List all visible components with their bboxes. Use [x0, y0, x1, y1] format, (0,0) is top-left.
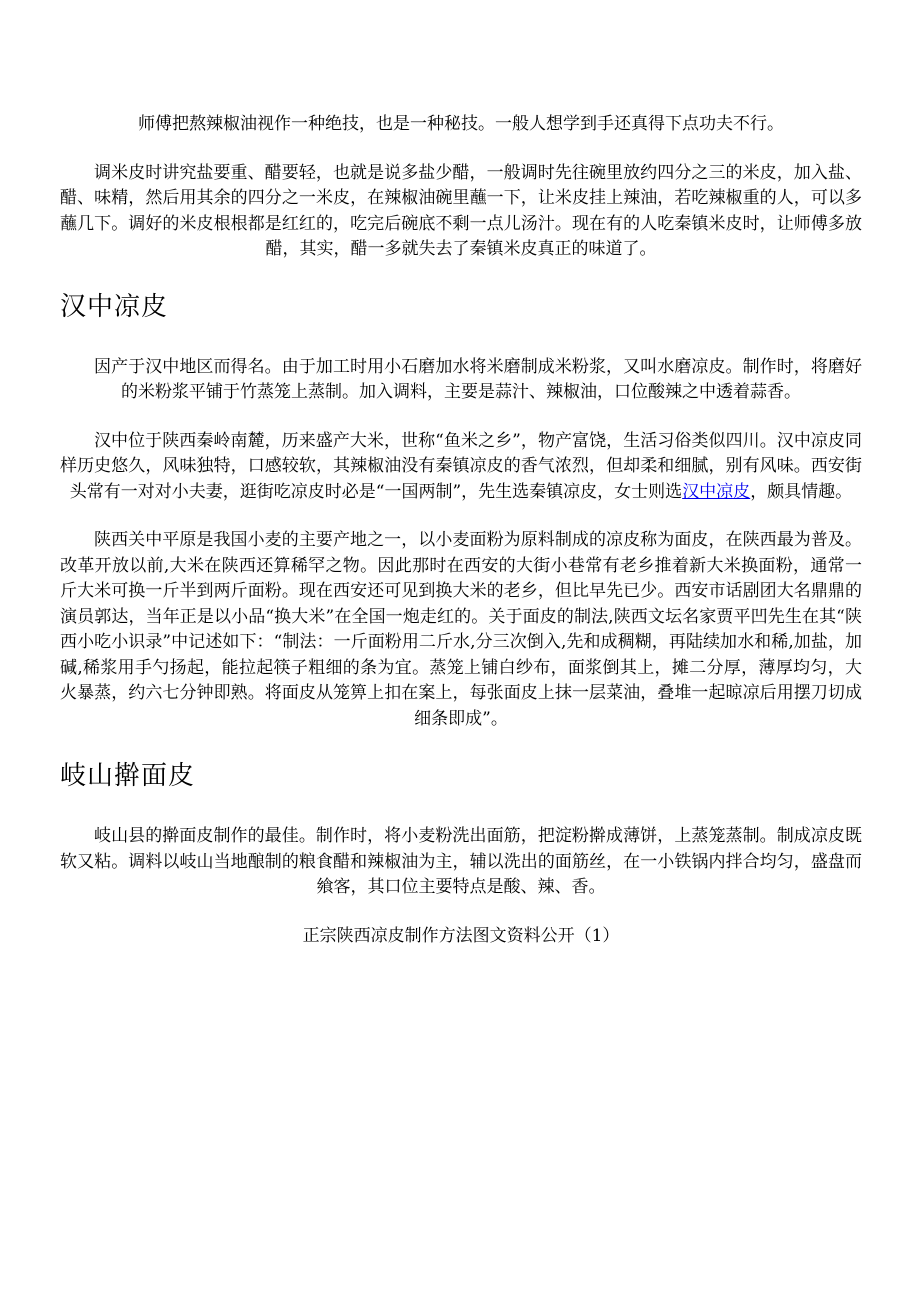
footer-caption: 正宗陕西凉皮制作方法图文资料公开（1） [302, 925, 620, 946]
intro-paragraph-chili-oil: 师傅把熬辣椒油视作一种绝技，也是一种秘技。一般人想学到手还真得下点功夫不行。 [138, 114, 784, 134]
hanzhong-paragraph-origin: 因产于汉中地区而得名。由于加工时用小石磨加水将米磨制成米粉浆，又叫水磨凉皮。制作时，将磨好的米粉浆平铺于竹蒸笼上蒸制。加入调料，主要是蒜汁、辣椒油，口位酸辣之中透着蒜香。 [94, 356, 862, 402]
mianpi-paragraph: 陕西关中平原是我国小麦的主要产地之一，以小麦面粉为原料制成的凉皮称为面皮，在陕西最为普及。改革开放以前,大米在陕西还算稀罕之物。因此那时在西安的大街小巷常有老乡推着新大米换面粉，通常一斤大米可换一斤半到两斤面粉。现在西安还可见到换大米的老乡，但比早先已少。西安市话剧团大名鼎鼎的演员郭达，当年正是以小品“换大米”在全国一炮走红的。关于面皮的制法,陕西文坛名家贾平凹先生在其“陕西小吃小识录”中记述如下：“制法：一斤面粉用二斤水,分三次倒入,先和成稠糊，再陆续加水和稀,加盐，加碱,稀浆用手勺扬起，能拉起筷子粗细的条为宜。蒸笼上铺白纱布，面浆倒其上，摊二分厚，薄厚均匀，大火暴蒸，约六七分钟即熟。将面皮从笼箅上扣在案上，每张面皮上抹一层菜油，叠堆一起晾凉后用摆刀切成细条即成”。 [60, 530, 862, 729]
hanzhong-paragraph-history [60, 429, 862, 506]
section-title-hanzhong: 汉中凉皮 [60, 291, 169, 322]
section-title-qishan: 岐山擀面皮 [60, 761, 196, 791]
hanzhong-history-text: 汉中位于陕西秦岭南麓，历来盛产大米，世称“鱼米之乡”，物产富饶，生活习俗类似四川。汉中凉皮同样历史悠久，风味独特，口感较软，其辣椒油没有秦镇凉皮的香气浓烈，但却柔和细腻，别有风味。西安街头常有一对对小夫妻，逛街吃凉皮时必是“一国两制”，先生选秦镇凉皮，女士则选 [60, 430, 862, 502]
hanzhong-liangpi-link[interactable]: 汉中凉皮 [682, 481, 751, 502]
document-page [60, 112, 862, 949]
qishan-paragraph: 岐山县的擀面皮制作的最佳。制作时，将小麦粉洗出面筋，把淀粉擀成薄饼，上蒸笼蒸制。制成凉皮既软又粘。调料以岐山当地酿制的粮食醋和辣椒油为主，辅以洗出的面筋丝，在一小铁锅内拌合均匀，盛盘而飨客，其口位主要特点是酸、辣、香。 [60, 826, 862, 897]
intro-paragraph-mixing-mipi: 调米皮时讲究盐要重、醋要轻，也就是说多盐少醋，一般调时先往碗里放约四分之三的米皮，加入盐、醋、味精，然后用其余的四分之一米皮，在辣椒油碗里蘸一下，让米皮挂上辣油，若吃辣椒重的人，可以多蘸几下。调好的米皮根根都是红红的，吃完后碗底不剩一点儿汤汁。现在有的人吃秦镇米皮时，让师傅多放醋，其实，醋一多就失去了秦镇米皮真正的味道了。 [60, 162, 862, 259]
hanzhong-history-tail: ，颇具情趣。 [750, 481, 853, 502]
